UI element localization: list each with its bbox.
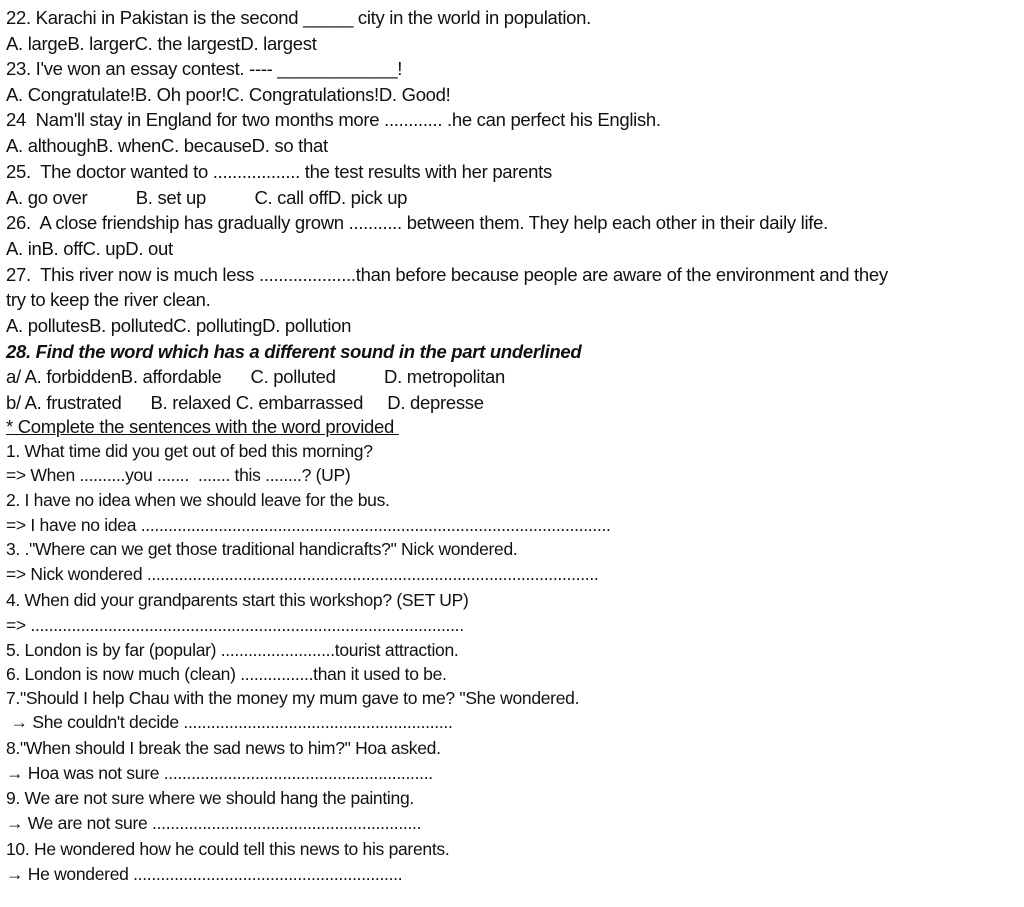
q26-text: 26. A close friendship has gradually grown ........... between them. They help each other in their daily life. — [6, 212, 828, 233]
s4-text: 4. When did your grandparents start this workshop? (SET UP) — [6, 590, 469, 610]
s2-text: 2. I have no idea when we should leave for the bus. — [6, 490, 390, 510]
s3-answer-line: => Nick wondered ................................................................................................... — [6, 564, 599, 584]
s9-text: 9. We are not sure where we should hang the painting. — [6, 788, 414, 808]
q22-options: A. largeB. largerC. the largestD. largest — [6, 33, 317, 54]
s6-text: 6. London is now much (clean) ................than it used to be. — [6, 664, 447, 684]
s7-text: 7."Should I help Chau with the money my mum gave to me? "She wondered. — [6, 688, 580, 708]
q28a-options: a/ A. forbiddenB. affordable C. polluted D. metropolitan — [6, 366, 506, 387]
q24-text: 24 Nam'll stay in England for two months more ............ .he can perfect his English. — [6, 109, 661, 130]
q23-options: A. Congratulate!B. Oh poor!C. Congratulations!D. Good! — [6, 84, 451, 105]
s8-text: 8."When should I break the sad news to him?" Hoa asked. — [6, 738, 441, 758]
s9-answer-line: → We are not sure ........................................................... — [6, 813, 422, 833]
s4-answer-line: => ............................................................................................... — [6, 615, 464, 635]
q27-text-continued: try to keep the river clean. — [6, 289, 211, 310]
s2-answer-line: => I have no idea ....................................................................................................... — [6, 515, 611, 535]
q27-options: A. pollutesB. pollutedC. pollutingD. pollution — [6, 315, 352, 336]
section-heading-complete-sentences: * Complete the sentences with the word provided — [6, 416, 399, 437]
q27-text: 27. This river now is much less ....................than before because people are aware of the environment and they — [6, 264, 888, 285]
s3-text: 3. ."Where can we get those traditional handicrafts?" Nick wondered. — [6, 539, 518, 559]
q22-text: 22. Karachi in Pakistan is the second _____ city in the world in population. — [6, 7, 591, 28]
q24-options: A. althoughB. whenC. becauseD. so that — [6, 135, 328, 156]
q28b-options: b/ A. frustrated B. relaxed C. embarrassed D. depresse — [6, 392, 484, 413]
q26-options: A. inB. offC. upD. out — [6, 238, 173, 259]
s7-answer-line: → She couldn't decide ........................................................... — [6, 712, 453, 732]
s10-answer-line: → He wondered ........................................................... — [6, 864, 403, 884]
s1-answer-line: => When ..........you ....... ....... this ........? (UP) — [6, 465, 351, 485]
q23-text: 23. I've won an essay contest. ---- ____________! — [6, 58, 403, 79]
s8-answer-line: → Hoa was not sure ........................................................... — [6, 763, 433, 783]
s10-text: 10. He wondered how he could tell this news to his parents. — [6, 839, 450, 859]
q25-options: A. go over B. set up C. call offD. pick up — [6, 187, 408, 208]
q28-heading: 28. Find the word which has a different sound in the part underlined — [6, 341, 582, 362]
s5-text: 5. London is by far (popular) .........................tourist attraction. — [6, 640, 459, 660]
s1-text: 1. What time did you get out of bed this morning? — [6, 441, 373, 461]
q25-text: 25. The doctor wanted to .................. the test results with her parents — [6, 161, 552, 182]
